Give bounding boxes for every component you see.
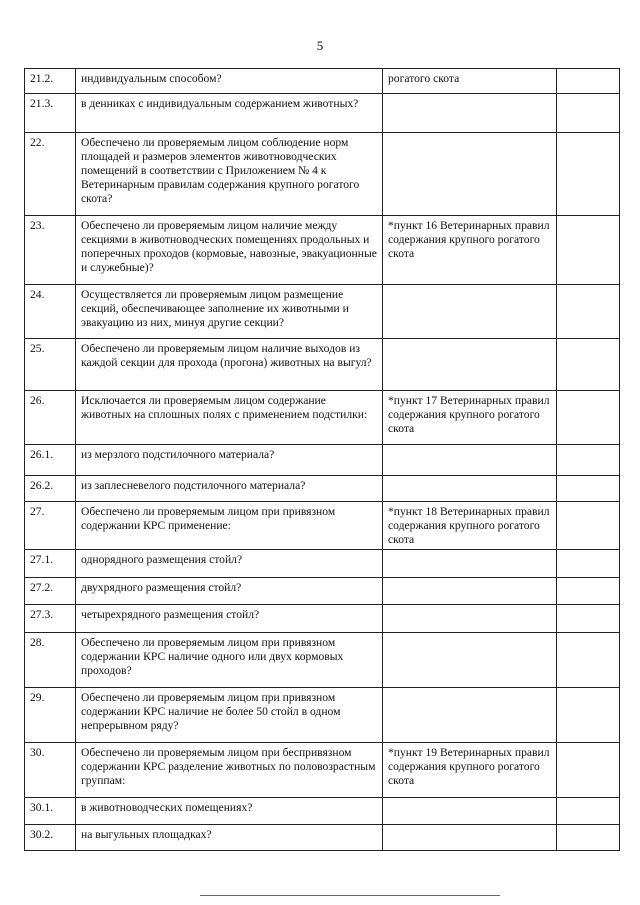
row-question: Исключается ли проверяемым лицом содержание животных на сплошных полях с применением подстилки: <box>76 391 383 445</box>
table-row <box>25 445 620 476</box>
row-question: Обеспечено ли проверяемым лицом наличие выходов из каждой секции для прохода (прогона) животных на выгул? <box>76 339 383 391</box>
answer-cell[interactable] <box>557 476 620 502</box>
answer-cell[interactable] <box>557 285 620 339</box>
row-reference <box>383 285 557 339</box>
answer-cell[interactable] <box>557 798 620 825</box>
table-row <box>25 605 620 633</box>
answer-cell[interactable] <box>557 743 620 798</box>
answer-cell[interactable] <box>557 339 620 391</box>
answer-cell[interactable] <box>557 502 620 550</box>
row-reference <box>383 476 557 502</box>
row-reference <box>383 94 557 133</box>
row-reference: *пункт 17 Ветеринарных правил содержания крупного рогатого скота <box>383 391 557 445</box>
row-number: 24. <box>25 285 76 339</box>
table-row <box>25 633 620 688</box>
row-question: Обеспечено ли проверяемым лицом при беспривязном содержании КРС разделение животных по половозрастным группам: <box>76 743 383 798</box>
answer-cell[interactable] <box>557 633 620 688</box>
row-question: Обеспечено ли проверяемым лицом наличие между секциями в животноводческих помещениях продольных и поперечных проходов (кормовые, навозные, эвакуационные и служебные)? <box>76 216 383 285</box>
answer-cell[interactable] <box>557 605 620 633</box>
row-reference: *пункт 16 Ветеринарных правил содержания крупного рогатого скота <box>383 216 557 285</box>
table-row <box>25 743 620 798</box>
row-number: 27. <box>25 502 76 550</box>
row-reference <box>383 605 557 633</box>
row-number: 21.2. <box>25 69 76 94</box>
row-reference <box>383 339 557 391</box>
row-question: Обеспечено ли проверяемым лицом при привязном содержании КРС наличие не более 50 стойл в одном непрерывном ряду? <box>76 688 383 743</box>
row-number: 22. <box>25 133 76 216</box>
row-number: 30. <box>25 743 76 798</box>
answer-cell[interactable] <box>557 688 620 743</box>
row-number: 28. <box>25 633 76 688</box>
row-reference <box>383 550 557 578</box>
row-question: из заплесневелого подстилочного материала? <box>76 476 383 502</box>
row-number: 26.2. <box>25 476 76 502</box>
row-number: 26. <box>25 391 76 445</box>
row-reference <box>383 445 557 476</box>
table-row <box>25 476 620 502</box>
table-row <box>25 339 620 391</box>
answer-cell[interactable] <box>557 391 620 445</box>
row-reference <box>383 578 557 605</box>
row-number: 26.1. <box>25 445 76 476</box>
row-question: из мерзлого подстилочного материала? <box>76 445 383 476</box>
table-row <box>25 798 620 825</box>
row-question: двухрядного размещения стойл? <box>76 578 383 605</box>
row-reference <box>383 688 557 743</box>
row-number: 30.1. <box>25 798 76 825</box>
answer-cell[interactable] <box>557 550 620 578</box>
row-number: 27.1. <box>25 550 76 578</box>
table-row <box>25 825 620 851</box>
row-number: 27.3. <box>25 605 76 633</box>
row-reference <box>383 133 557 216</box>
row-question: Обеспечено ли проверяемым лицом соблюдение норм площадей и размеров элементов животноводческих помещений в соответствии с Приложением № 4 к Ветеринарным правилам содержания крупного рогатого скота? <box>76 133 383 216</box>
checklist-table <box>24 68 620 851</box>
table-row <box>25 502 620 550</box>
answer-cell[interactable] <box>557 445 620 476</box>
row-question: на выгульных площадках? <box>76 825 383 851</box>
table-row <box>25 133 620 216</box>
page-number: 5 <box>316 38 324 53</box>
table-row <box>25 578 620 605</box>
row-question: индивидуальным способом? <box>76 69 383 94</box>
row-reference: *пункт 18 Ветеринарных правил содержания крупного рогатого скота <box>383 502 557 550</box>
table-row <box>25 285 620 339</box>
row-number: 30.2. <box>25 825 76 851</box>
row-question: в денниках с индивидуальным содержанием животных? <box>76 94 383 133</box>
table-row <box>25 69 620 94</box>
row-number: 23. <box>25 216 76 285</box>
row-question: Осуществляется ли проверяемым лицом размещение секций, обеспечивающее заполнение их животными и эвакуацию из них, минуя другие секции? <box>76 285 383 339</box>
row-number: 27.2. <box>25 578 76 605</box>
table-row <box>25 94 620 133</box>
answer-cell[interactable] <box>557 216 620 285</box>
row-number: 21.3. <box>25 94 76 133</box>
row-reference <box>383 798 557 825</box>
row-question: однорядного размещения стойл? <box>76 550 383 578</box>
row-reference: рогатого скота <box>383 69 557 94</box>
answer-cell[interactable] <box>557 825 620 851</box>
row-question: Обеспечено ли проверяемым лицом при привязном содержании КРС наличие одного или двух кормовых проходов? <box>76 633 383 688</box>
answer-cell[interactable] <box>557 94 620 133</box>
row-number: 25. <box>25 339 76 391</box>
table-row <box>25 550 620 578</box>
row-question: четырехрядного размещения стойл? <box>76 605 383 633</box>
answer-cell[interactable] <box>557 578 620 605</box>
row-reference: *пункт 19 Ветеринарных правил содержания крупного рогатого скота <box>383 743 557 798</box>
answer-cell[interactable] <box>557 69 620 94</box>
row-question: Обеспечено ли проверяемым лицом при привязном содержании КРС применение: <box>76 502 383 550</box>
bottom-rule <box>200 895 500 896</box>
answer-cell[interactable] <box>557 133 620 216</box>
row-reference <box>383 633 557 688</box>
table-row <box>25 391 620 445</box>
row-reference <box>383 825 557 851</box>
table-row <box>25 216 620 285</box>
table-row <box>25 688 620 743</box>
row-question: в животноводческих помещениях? <box>76 798 383 825</box>
row-number: 29. <box>25 688 76 743</box>
